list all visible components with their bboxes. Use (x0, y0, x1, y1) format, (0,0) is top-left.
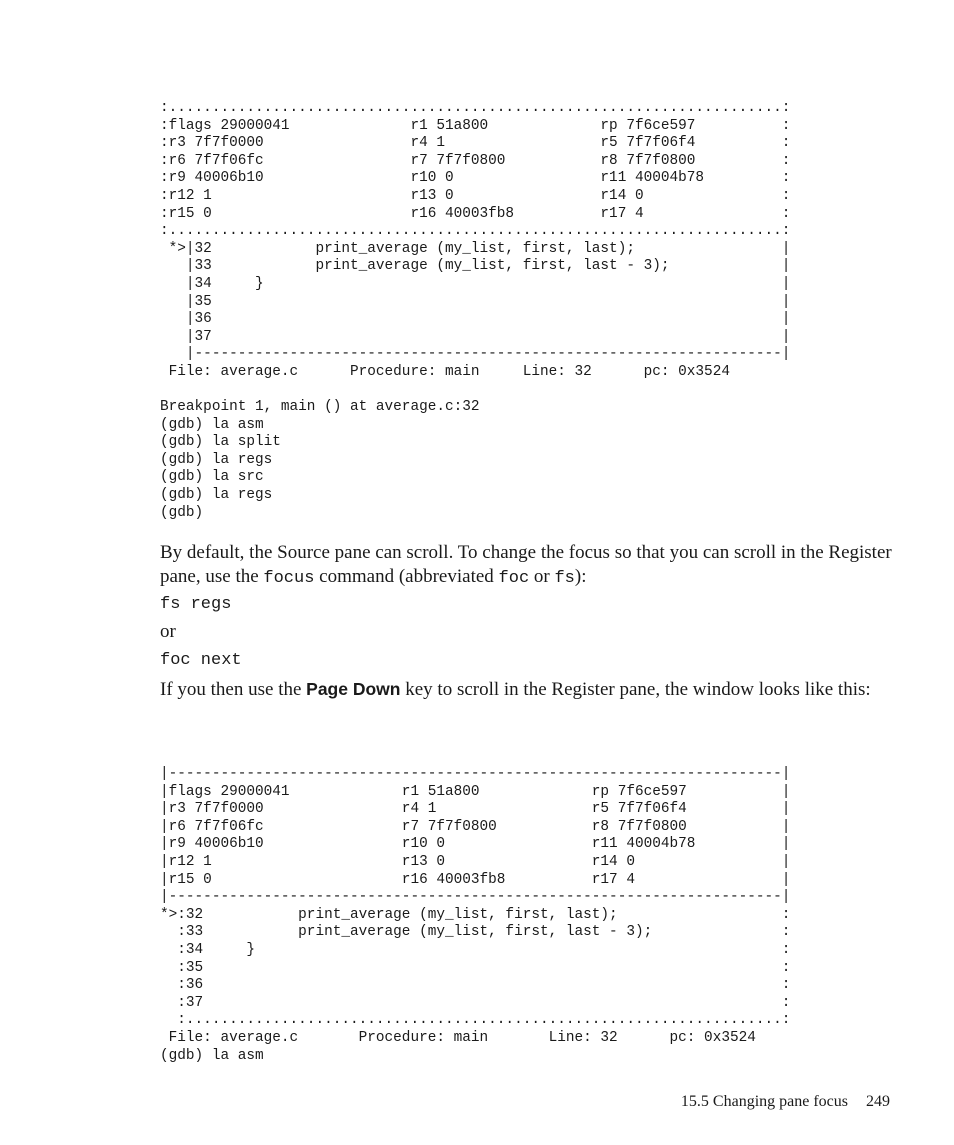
terminal-line: :r3 7f7f0000 r4 1 r5 7f7f06f4 : (160, 135, 791, 152)
paragraph-text: By default, the Source pane can scroll. To change the focus so that you can scroll in the Register pane, use the (160, 542, 892, 587)
terminal-line: |r3 7f7f0000 r4 1 r5 7f7f06f4 | (160, 801, 791, 818)
terminal-line: (gdb) la split (160, 434, 281, 451)
terminal-line: :r9 40006b10 r10 0 r11 40004b78 : (160, 170, 791, 187)
command-foc-next: foc next (160, 651, 242, 670)
paragraph-text: or (529, 565, 555, 587)
section-title: 15.5 Changing pane focus (680, 1093, 848, 1110)
terminal-line: |r15 0 r16 40003fb8 r17 4 | (160, 871, 791, 888)
terminal-line: (gdb) la src (160, 469, 264, 486)
gdb-screen-split-regs (160, 100, 790, 522)
terminal-line (160, 382, 790, 400)
terminal-line: |-----------------------------------------------------------------------| (160, 766, 791, 782)
terminal-line: (gdb) la regs (160, 487, 273, 504)
terminal-line: (gdb) la asm (160, 416, 264, 433)
terminal-line: File: average.c Procedure: main Line: 32 pc: 0x3524 (160, 363, 730, 380)
terminal-line: :.......................................................................: (160, 223, 791, 240)
inline-code-foc: foc (498, 568, 530, 588)
terminal-line: |r12 1 r13 0 r14 0 | (160, 853, 791, 870)
paragraph-text: key to scroll in the Register pane, the window looks like this: (400, 679, 871, 700)
terminal-line: :.......................................................................: (160, 100, 791, 116)
terminal-line: |37 | (160, 328, 791, 345)
inline-code-fs: fs (554, 568, 575, 588)
paragraph-text: If you then use the (160, 679, 307, 700)
terminal-line: (gdb) la regs (160, 451, 273, 468)
terminal-line: File: average.c Procedure: main Line: 32 pc: 0x3524 (160, 1029, 756, 1046)
terminal-line: |--------------------------------------------------------------------| (160, 346, 791, 363)
terminal-line: :37 : (160, 994, 791, 1011)
terminal-line: *>:32 print_average (my_list, first, last); : (160, 906, 791, 923)
terminal-line: :35 : (160, 959, 791, 976)
terminal-line: :34 } : (160, 941, 791, 958)
terminal-line: Breakpoint 1, main () at average.c:32 (160, 399, 480, 416)
key-name-page-down: Page Down (306, 679, 401, 699)
paragraph-text: command (abbreviated (314, 565, 499, 587)
terminal-line: |34 } | (160, 275, 791, 292)
paragraph-focus-command (160, 541, 895, 590)
terminal-line: |r6 7f7f06fc r7 7f7f0800 r8 7f7f0800 | (160, 818, 791, 835)
terminal-line: |flags 29000041 r1 51a800 rp 7f6ce597 | (160, 783, 791, 800)
page-number: 249 (866, 1093, 890, 1110)
paragraph-page-down (160, 678, 895, 702)
gdb-screen-regs-scrolled (160, 766, 790, 1065)
terminal-line: |33 print_average (my_list, first, last - 3); | (160, 258, 791, 275)
or-text: or (160, 621, 176, 642)
terminal-line: :r15 0 r16 40003fb8 r17 4 : (160, 205, 791, 222)
terminal-line: |35 | (160, 293, 791, 310)
terminal-line: :.....................................................................: (160, 1012, 791, 1029)
terminal-line: (gdb) la asm (160, 1047, 264, 1064)
terminal-line: :33 print_average (my_list, first, last - 3); : (160, 924, 791, 941)
page-footer (640, 1093, 890, 1111)
inline-code-focus: focus (263, 568, 315, 588)
terminal-line: :r6 7f7f06fc r7 7f7f0800 r8 7f7f0800 : (160, 152, 791, 169)
terminal-line: :36 : (160, 977, 791, 994)
terminal-line: |r9 40006b10 r10 0 r11 40004b78 | (160, 836, 791, 853)
paragraph-text: ): (574, 565, 587, 587)
terminal-line: (gdb) (160, 504, 204, 521)
terminal-line: |-----------------------------------------------------------------------| (160, 889, 791, 906)
terminal-line: |36 | (160, 311, 791, 328)
command-fs-regs: fs regs (160, 595, 232, 614)
terminal-line: :flags 29000041 r1 51a800 rp 7f6ce597 : (160, 117, 791, 134)
terminal-line: *>|32 print_average (my_list, first, last); | (160, 240, 791, 257)
terminal-line: :r12 1 r13 0 r14 0 : (160, 187, 791, 204)
